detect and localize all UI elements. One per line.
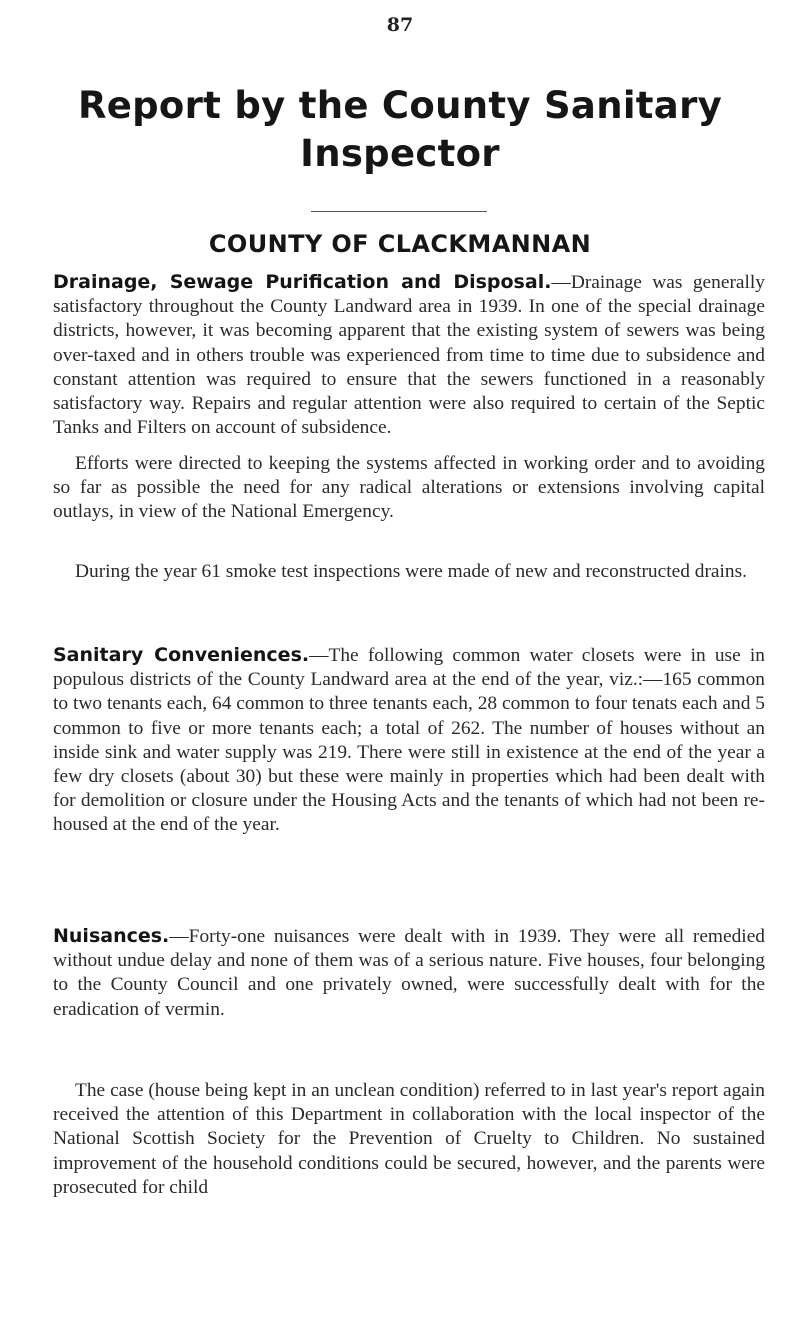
paragraph-nuisances [53, 924, 765, 1022]
case-text: The case (house being kept in an unclean condition) referred to in last year's report again received the attention of this Department in collaboration with the local inspector of the National Scottish Society for the Prevention of Cruelty to Children. No sustained improvement of the household conditions could be secured, however, and the parents were prosecuted for child [53, 1080, 765, 1198]
paragraph-drainage [53, 270, 765, 440]
nuisances-text: —Forty-one nuisances were dealt with in 1939. They were all remedied without undue delay and none of them was of a serious nature. Five houses, four belonging to the County Council and one privately owned, were successfully dealt with for the eradication of vermin. [53, 926, 765, 1020]
paragraph-unclean-house-case [53, 1079, 765, 1200]
page-number: 87 [386, 14, 414, 36]
report-title: Report by the County Sanitary Inspector [77, 84, 723, 175]
title-divider [311, 211, 487, 212]
county-heading: COUNTY OF CLACKMANNAN [208, 230, 592, 258]
nuisances-heading: Nuisances. [53, 925, 170, 947]
paragraph-efforts [53, 452, 765, 525]
paragraph-smoke-tests [53, 560, 765, 584]
smoke-test-text: During the year 61 smoke test inspections were made of new and reconstructed drains. [75, 561, 747, 582]
paragraph-sanitary-conveniences [53, 643, 765, 838]
sanitary-conveniences-heading: Sanitary Conveniences. [53, 644, 310, 666]
sanitary-conveniences-text: —The following common water closets were in use in populous districts of the County Landward area at the end of the year, viz.:—165 common to two tenants each, 64 common to three tenants each, 28 common to four tenats each and 5 common to five or more tenants each; a total of 262. The number of houses without an inside sink and water supply was 219. There were still in existence at the end of the year a few dry closets (about 30) but these were mainly in properties which had been dealt with for demolition or closure under the Housing Acts and the tenants of which had not been re-housed at the end of the year. [53, 645, 765, 836]
drainage-text: —Drainage was generally satisfactory throughout the County Landward area in 1939. In one of the special drainage districts, however, it was becoming apparent that the existing system of sewers was being over-taxed and in others trouble was experienced from time to time due to subsidence and constant attention was required to ensure that the sewers functioned in a reasonably satisfactory way. Repairs and regular attention were also required to certain of the Septic Tanks and Filters on account of subsidence. [53, 272, 765, 439]
efforts-text: Efforts were directed to keeping the systems affected in working order and to avoiding so far as possible the need for any radical alterations or extensions involving capital outlays, in view of the National Emergency. [53, 453, 765, 523]
drainage-heading: Drainage, Sewage Purification and Disposal. [53, 271, 552, 293]
